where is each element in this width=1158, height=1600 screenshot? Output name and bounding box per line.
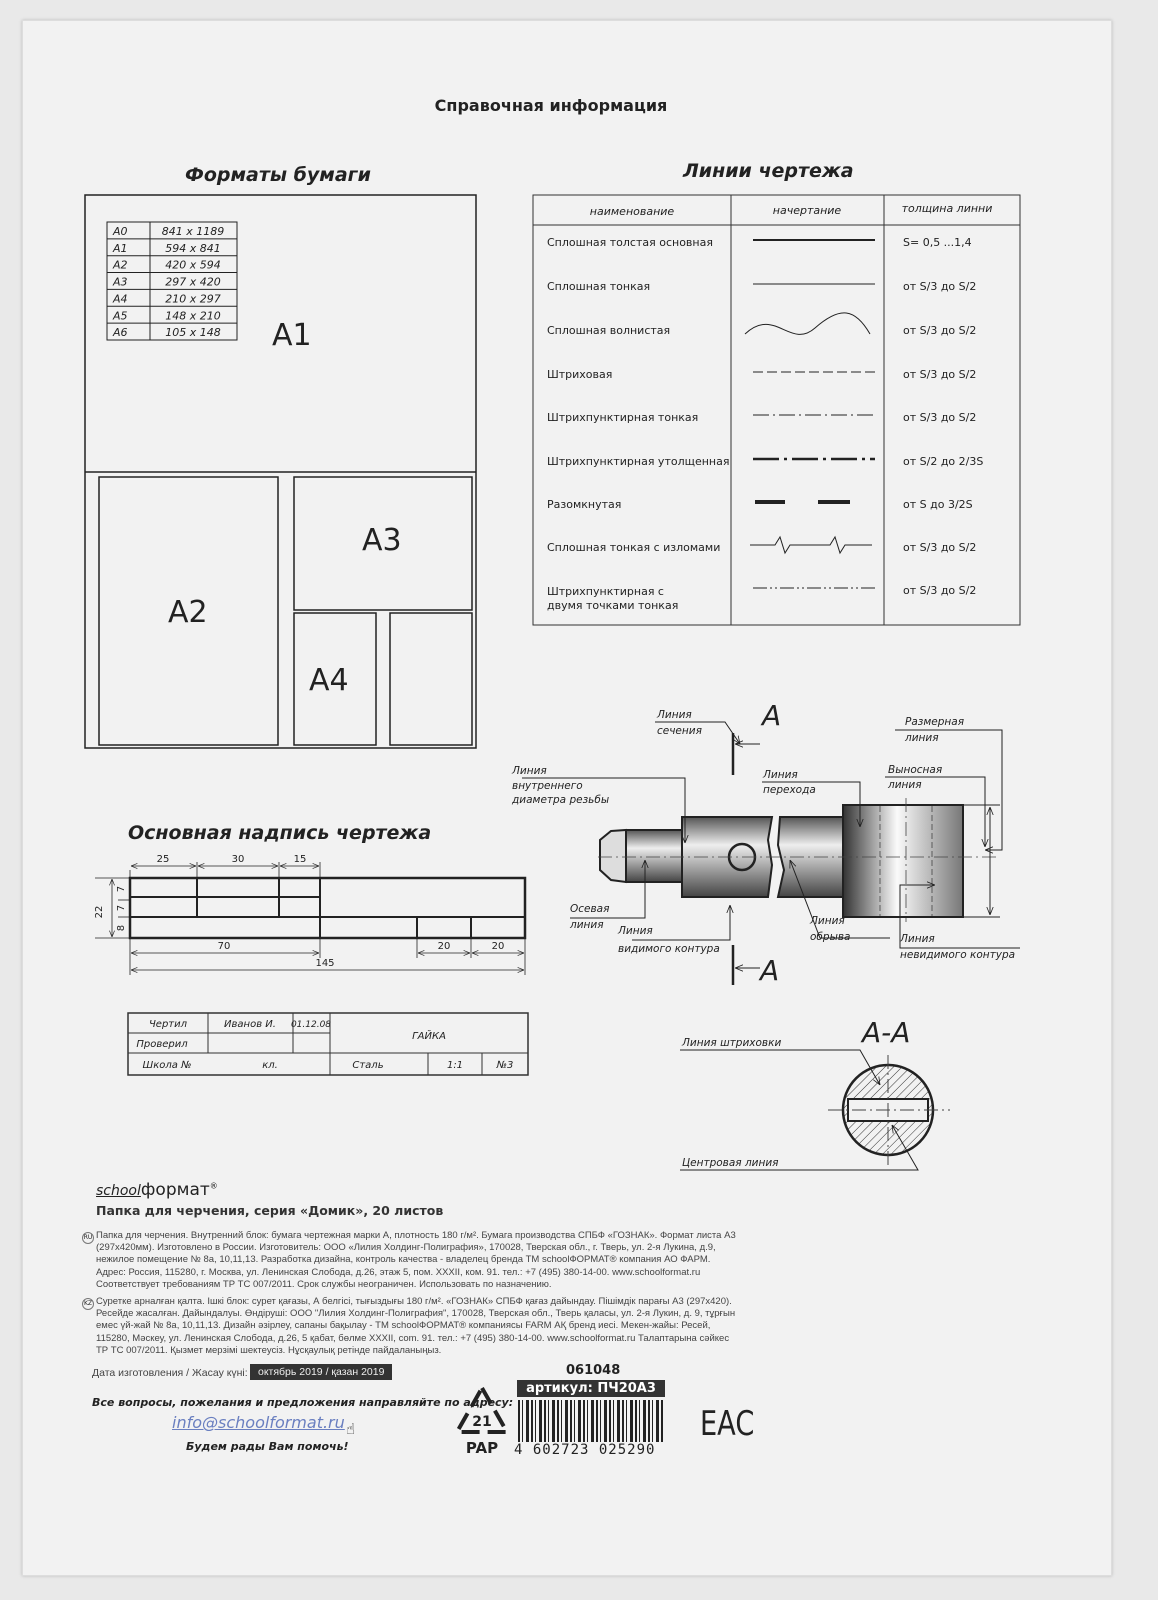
email-link[interactable]: info@schoolformat.ru — [172, 1413, 345, 1432]
svg-text:невидимого контура: невидимого контура — [900, 949, 1016, 961]
label-a2: A2 — [168, 595, 208, 630]
line-row — [547, 411, 976, 424]
section-letter-top: A — [762, 699, 782, 732]
col-name: наименование — [589, 205, 675, 218]
svg-text:диаметра резьбы: диаметра резьбы — [512, 794, 610, 806]
line-row — [547, 313, 976, 337]
label-hatch: Линия штриховки — [682, 1037, 782, 1049]
svg-text:внутреннего: внутреннего — [512, 780, 583, 792]
label-a3: A3 — [362, 523, 402, 558]
dim-30: 30 — [231, 854, 245, 865]
svg-text:21: 21 — [472, 1414, 492, 1430]
dim-145: 145 — [315, 958, 335, 969]
part-drawing — [511, 699, 1020, 987]
line-sample-zigzag — [750, 537, 872, 553]
product-name: Папка для черчения, серия «Домик», 20 листов — [96, 1203, 444, 1218]
format-size: 297 x 420 — [165, 275, 221, 289]
line-thickness: от S/2 до 2/3S — [903, 455, 984, 468]
date-value: октябрь 2019 / қазан 2019 — [250, 1364, 392, 1380]
label-hidden: Линия — [900, 933, 935, 945]
label-thread: Линия — [512, 765, 547, 777]
line-thickness: от S/3 до S/2 — [903, 411, 977, 424]
format-name: A1 — [113, 241, 128, 255]
brand-logo: schoolформат® — [96, 1180, 218, 1200]
dim-15: 15 — [293, 854, 307, 865]
format-size: 420 x 594 — [165, 258, 221, 272]
dim-20a: 20 — [437, 941, 451, 952]
recycle-icon — [452, 1380, 512, 1460]
barcode-number: 4 602723 025290 — [514, 1442, 656, 1458]
line-thickness: S= 0,5 ...1,4 — [903, 236, 972, 249]
section-drawing — [680, 1016, 950, 1170]
stamp-class: кл. — [262, 1060, 278, 1071]
line-name: Штрихпунктирная с — [547, 585, 664, 598]
format-name: A5 — [113, 309, 128, 323]
line-row — [547, 236, 972, 249]
line-row — [547, 368, 976, 381]
svg-text:PAP: PAP — [465, 1439, 499, 1457]
line-name-2: двумя точками тонкая — [547, 599, 679, 612]
stamp-title: ГАЙКА — [412, 1031, 446, 1042]
col-thickness: толщина линни — [901, 202, 993, 215]
line-thickness: от S/3 до S/2 — [903, 541, 977, 554]
line-name: Штриховая — [547, 368, 613, 381]
dim-22: 22 — [94, 905, 105, 919]
label-visible: Линия — [618, 925, 653, 937]
formats-heading: Форматы бумаги — [185, 164, 371, 186]
ru-badge: RU — [82, 1232, 94, 1244]
dim-70: 70 — [217, 941, 231, 952]
format-name: A6 — [113, 326, 128, 340]
kz-text: Суретке арналған қалта. Ішкі блок: сурет қағазы, А белгісі, тығыздығы 180 г/м². «ГОЗНАК» СПБФ қағаз дайындау. Пішімдік парағы А3 (297х420). Ресейде жасалған. Дайындалуы. Өндіруші: ООО "Лилия Холдинг-Полиграфия", 170028, Тверская обл., Тверь қаласы, ул. 2-я Лукин, д. 9, тұрғын емес үй-жай № 8а, 10,11,13. Дизайн әзірлеу, сапаны бақылау - ТМ schoolФОРМАТ® компаниясы FARM АҚ бренд иесі. Мекен-жайы: Ресей, 115280, Мәскеу, ул. Ленинская Слобода, д.26, 5 қабат, бөлме XXXII, com. 91. тел.: +7 (495) 380-14-00. www.schoolformat.ru Талаптарына сәйкес ТР ТС 007/2011. Қызмет мерзімі шектеусіз. Нұсқаулық ретінде пайдаланыңыз. — [96, 1296, 736, 1356]
date-label: Дата изготовления / Жасау күні: — [92, 1367, 248, 1379]
svg-text:обрыва: обрыва — [810, 931, 851, 943]
label-dimension: Размерная — [905, 716, 965, 728]
format-size: 594 x 841 — [165, 241, 221, 255]
thanks-text: Будем рады Вам помочь! — [186, 1440, 349, 1453]
format-size: 105 x 148 — [165, 326, 221, 340]
stamp-name: Иванов И. — [224, 1019, 276, 1030]
format-name: A0 — [113, 225, 128, 238]
format-name: A3 — [113, 275, 128, 289]
svg-text:перехода: перехода — [763, 784, 816, 796]
stamp-school: Школа № — [142, 1060, 192, 1071]
stamp-material: Сталь — [352, 1060, 384, 1071]
line-row — [547, 498, 973, 511]
svg-text:линия: линия — [888, 779, 922, 791]
format-name: A4 — [113, 292, 128, 306]
line-thickness: от S/3 до S/2 — [903, 324, 977, 337]
line-thickness: от S до 3/2S — [903, 498, 973, 511]
line-name: Разомкнутая — [547, 498, 622, 511]
section-letter-bottom: A — [760, 954, 780, 987]
label-break: Линия — [810, 915, 845, 927]
label-a4: A4 — [309, 663, 349, 698]
kz-badge: KZ — [82, 1298, 94, 1310]
format-size: 210 x 297 — [165, 292, 221, 306]
line-thickness: от S/3 до S/2 — [903, 584, 977, 597]
line-row — [547, 280, 976, 293]
article-badge: артикул: ПЧ20А3 — [517, 1380, 665, 1397]
svg-text:линия: линия — [905, 732, 939, 744]
formats-table — [107, 225, 237, 339]
stamp-checked: Проверил — [136, 1039, 188, 1050]
col-style: начертание — [772, 204, 842, 217]
stamp-date: 01.12.08 — [290, 1020, 332, 1030]
format-name: A2 — [113, 258, 128, 272]
pointer-hand-icon: ☝ — [346, 1420, 356, 1438]
lines-table-rows — [547, 236, 983, 612]
label-extension: Выносная — [888, 764, 943, 776]
line-thickness: от S/3 до S/2 — [903, 368, 977, 381]
questions-text: Все вопросы, пожелания и предложения направляйте по адресу: — [92, 1396, 514, 1409]
line-name: Сплошная тонкая — [547, 280, 651, 293]
line-row — [547, 455, 983, 468]
dim-8: 8 — [116, 924, 127, 932]
svg-text:линия: линия — [570, 919, 604, 931]
eac-mark: EAC — [700, 1404, 755, 1444]
line-name: Сплошная волнистая — [547, 324, 671, 337]
dim-25: 25 — [156, 854, 170, 865]
stamp-diagram — [95, 862, 525, 975]
dim-7a: 7 — [116, 885, 127, 893]
line-thickness: от S/3 до S/2 — [903, 280, 977, 293]
page-title: Справочная информация — [434, 96, 668, 115]
label-center: Центровая линия — [682, 1157, 779, 1169]
svg-text:видимого контура: видимого контура — [618, 943, 720, 955]
stamp-scale: 1:1 — [446, 1060, 464, 1071]
line-row — [547, 584, 976, 612]
format-size: 841 x 1189 — [161, 225, 225, 238]
label-a1: A1 — [272, 318, 312, 353]
lines-table-frame — [533, 195, 1020, 625]
product-code: 061048 — [566, 1363, 621, 1378]
dim-7b: 7 — [116, 904, 127, 912]
stamp-drew: Чертил — [148, 1019, 188, 1030]
ru-text: Папка для черчения. Внутренний блок: бумага чертежная марки А, плотность 180 г/м². Бумага производства СПБФ «ГОЗНАК». Формат листа А3 (297х420мм). Изготовлено в России. Изготовитель: ООО «Лилия Холдинг-Полиграфия», 170028, Тверская обл., г. Тверь, ул. 2-я Лукина, д.9, нежилое помещение № 8а, 10,11,13. Разработка дизайна, контроль качества - владелец бренда ТМ schoolФОРМАТ® компания АО ФАРМ. Адрес: Россия, 115280, г. Москва, ул. Ленинская Слобода, д.26, этаж 5, пом. XXXII, ком. 91. тел.: +7 (495) 380-14-00. www.schoolformat.ru Соответствует требованиям ТР ТС 007/2011. Срок службы неограничен. Использовать по назначению. — [96, 1230, 736, 1290]
label-axis: Осевая — [570, 903, 610, 915]
line-name: Штрихпунктирная утолщенная — [547, 455, 730, 468]
line-name: Штрихпунктирная тонкая — [547, 411, 699, 424]
stamp-heading: Основная надпись чертежа — [128, 822, 432, 844]
section-title: A-A — [862, 1016, 911, 1049]
svg-text:сечения: сечения — [657, 725, 702, 737]
dim-20b: 20 — [491, 941, 505, 952]
line-sample-wavy — [745, 313, 870, 335]
lines-heading: Линии чертежа — [683, 160, 854, 182]
stamp-num: №3 — [496, 1060, 514, 1071]
label-transition: Линия — [763, 769, 798, 781]
line-row — [547, 537, 976, 554]
line-name: Сплошная тонкая с изломами — [547, 541, 721, 554]
barcode — [518, 1400, 663, 1442]
line-name: Сплошная толстая основная — [547, 236, 713, 249]
format-size: 148 x 210 — [165, 309, 221, 323]
formats-diagram — [85, 195, 476, 748]
label-cut: Линия — [657, 709, 692, 721]
